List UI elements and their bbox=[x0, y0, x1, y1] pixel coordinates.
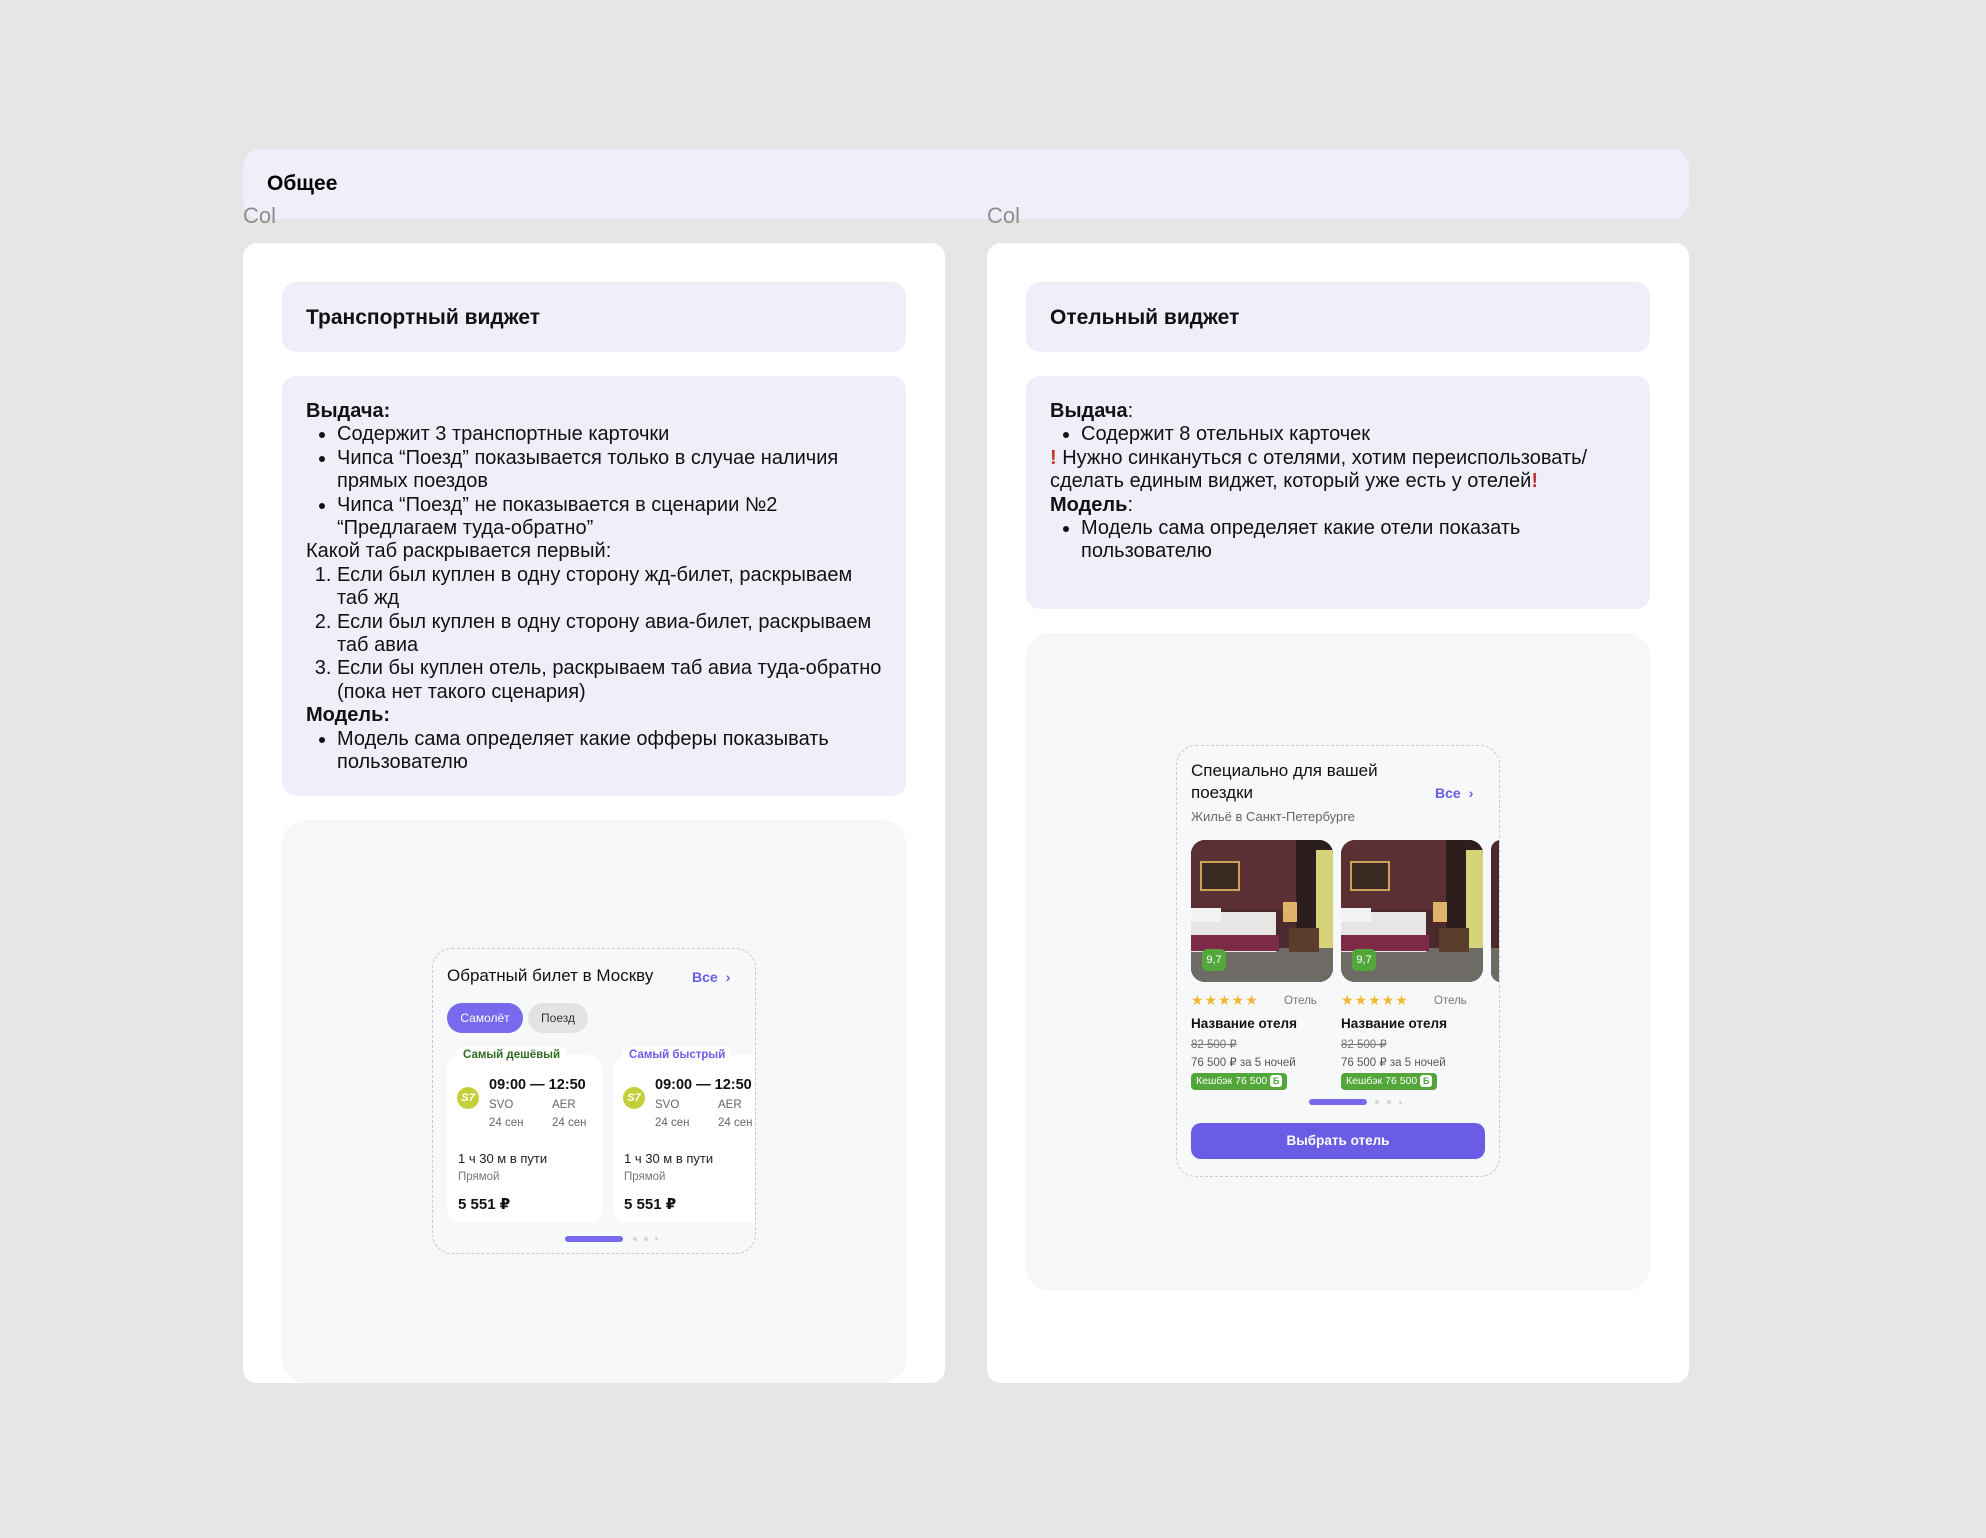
section-title: Общее bbox=[267, 172, 338, 195]
pagination-dot bbox=[633, 1237, 637, 1241]
destination-code: AER bbox=[718, 1099, 742, 1111]
all-link[interactable]: Все › bbox=[692, 969, 731, 985]
badge-fastest: Самый быстрый bbox=[623, 1047, 731, 1064]
origin-date: 24 сен bbox=[489, 1117, 524, 1129]
sync-note-row bbox=[1050, 447, 1626, 494]
column-label-right: Col bbox=[987, 203, 1021, 228]
list-item: 1. Если был куплен в одну сторону жд-билет, раскрываем таб жд bbox=[337, 564, 882, 611]
cashback-badge: Кешбэк 76 500 Б bbox=[1341, 1073, 1437, 1090]
chevron-right-icon: › bbox=[1468, 785, 1474, 801]
all-link[interactable]: Все › bbox=[1435, 785, 1474, 801]
hotel-preview bbox=[1026, 633, 1650, 1291]
hotel-column bbox=[987, 243, 1689, 1383]
pagination-dot bbox=[655, 1237, 658, 1240]
new-price: 76 500 ₽ за 5 ночей bbox=[1191, 1057, 1296, 1069]
direct-label: Прямой bbox=[458, 1171, 500, 1183]
hotel-title-block bbox=[1026, 282, 1650, 352]
ticket-price: 5 551 ₽ bbox=[458, 1196, 511, 1213]
badge-cheapest: Самый дешёвый bbox=[457, 1047, 566, 1064]
pagination-dot bbox=[644, 1237, 648, 1241]
ticket-card[interactable] bbox=[613, 1049, 756, 1223]
tab-question: Какой таб раскрывается первый: bbox=[306, 540, 612, 563]
list-item: • Модель сама определяет какие отели показать пользователю bbox=[1081, 517, 1626, 564]
rating-badge: 9,7 bbox=[1202, 949, 1226, 971]
hotel-photo[interactable] bbox=[1191, 840, 1333, 982]
exclamation-icon: ! bbox=[1531, 470, 1538, 493]
destination-code: AER bbox=[552, 1099, 576, 1111]
hotel-type: Отель bbox=[1284, 995, 1317, 1007]
ticket-time: 09:00 — 12:50 bbox=[655, 1077, 752, 1093]
list-item: • Модель сама определяет какие офферы показывать пользователю bbox=[337, 728, 882, 775]
pagination-dot bbox=[1399, 1101, 1402, 1104]
transport-widget bbox=[432, 948, 756, 1254]
transport-title-block bbox=[282, 282, 906, 352]
hotel-photo-peek[interactable] bbox=[1491, 840, 1500, 982]
section-header bbox=[243, 149, 1689, 219]
chevron-right-icon: › bbox=[725, 969, 731, 985]
airline-logo-icon: S7 bbox=[623, 1087, 645, 1109]
model-list bbox=[1050, 517, 1626, 564]
origin-code: SVO bbox=[489, 1099, 514, 1111]
list-item: 2. Если был куплен в одну сторону авиа-билет, раскрываем таб авиа bbox=[337, 611, 882, 658]
cashback-badge: Кешбэк 76 500 Б bbox=[1191, 1073, 1287, 1090]
list-item: • Чипса “Поезд” не показывается в сценарии №2 “Предлагаем туда-обратно” bbox=[337, 494, 882, 541]
transport-widget-title: Транспортный виджет bbox=[306, 306, 541, 329]
model-label: Модель: bbox=[306, 704, 391, 727]
hotel-widget bbox=[1176, 745, 1500, 1177]
old-price: 82 500 ₽ bbox=[1341, 1039, 1387, 1051]
old-price: 82 500 ₽ bbox=[1191, 1039, 1237, 1051]
list-item: • Чипса “Поезд” показывается только в случае наличия прямых поездов bbox=[337, 447, 882, 494]
issue-list bbox=[306, 423, 882, 540]
duration: 1 ч 30 м в пути bbox=[624, 1151, 714, 1166]
hotel-name: Название отеля bbox=[1191, 1016, 1297, 1031]
origin-code: SVO bbox=[655, 1099, 680, 1111]
tab-rules-list bbox=[306, 564, 882, 704]
pagination-dot bbox=[1387, 1100, 1391, 1104]
destination-date: 24 сен bbox=[718, 1117, 753, 1129]
list-item: 3. Если бы куплен отель, раскрываем таб авиа туда-обратно (пока нет такого сценария) bbox=[337, 657, 882, 704]
hotel-photo[interactable] bbox=[1341, 840, 1483, 982]
pagination-dot-active bbox=[565, 1236, 623, 1242]
exclamation-icon: ! bbox=[1050, 446, 1057, 469]
pagination-dots bbox=[565, 1236, 625, 1242]
hotel-widget-title: Отельный виджет bbox=[1050, 306, 1240, 329]
widget-subtitle: Жильё в Санкт-Петербурге bbox=[1191, 809, 1355, 824]
hotel-name: Название отеля bbox=[1341, 1016, 1447, 1031]
select-hotel-button[interactable]: Выбрать отель bbox=[1191, 1123, 1485, 1159]
column-label-left: Col bbox=[243, 203, 277, 228]
chip-plane[interactable]: Самолёт bbox=[447, 1003, 523, 1033]
duration: 1 ч 30 м в пути bbox=[458, 1151, 548, 1166]
chip-train[interactable]: Поезд bbox=[528, 1003, 588, 1033]
ticket-price: 5 551 ₽ bbox=[624, 1196, 677, 1213]
issue-list bbox=[1050, 423, 1626, 446]
transport-column bbox=[243, 243, 945, 1383]
model-label: Модель bbox=[1050, 493, 1128, 516]
transport-preview bbox=[282, 820, 906, 1383]
model-list bbox=[306, 728, 882, 775]
transport-description bbox=[282, 376, 906, 796]
sync-note: Нужно синкануться с отелями, хотим переиспользовать/сделать единым виджет, который уже есть у отелей bbox=[1050, 446, 1588, 493]
direct-label: Прямой bbox=[624, 1171, 666, 1183]
destination-date: 24 сен bbox=[552, 1117, 587, 1129]
rating-badge: 9,7 bbox=[1352, 949, 1376, 971]
origin-date: 24 сен bbox=[655, 1117, 690, 1129]
ticket-time: 09:00 — 12:50 bbox=[489, 1077, 586, 1093]
airline-logo-icon: S7 bbox=[457, 1087, 479, 1109]
bonus-coin-icon: Б bbox=[1420, 1075, 1432, 1087]
pagination-dot bbox=[1375, 1100, 1379, 1104]
ticket-card[interactable] bbox=[447, 1049, 603, 1223]
star-rating-icon: ★★★★★ bbox=[1341, 992, 1409, 1008]
star-rating-icon: ★★★★★ bbox=[1191, 992, 1259, 1008]
widget-title: Специально для вашей поездки bbox=[1191, 761, 1378, 802]
pagination-dot-active bbox=[1309, 1099, 1367, 1105]
list-item: • Содержит 3 транспортные карточки bbox=[337, 423, 882, 446]
issue-label: Выдача bbox=[1050, 400, 1128, 422]
issue-label: Выдача: bbox=[306, 400, 391, 422]
list-item: • Содержит 8 отельных карточек bbox=[1081, 423, 1626, 446]
widget-title: Обратный билет в Москву bbox=[447, 966, 654, 985]
hotel-type: Отель bbox=[1434, 995, 1467, 1007]
bonus-coin-icon: Б bbox=[1270, 1075, 1282, 1087]
new-price: 76 500 ₽ за 5 ночей bbox=[1341, 1057, 1446, 1069]
hotel-description: Выдача: • Содержит 8 отельных карточек ! Нужно синкануться с отелями, хотим переиспользовать/сделать единым виджет, который уже есть у отелей! Модель: • Модель сама определяет какие отели показать пользователю bbox=[1026, 376, 1650, 609]
